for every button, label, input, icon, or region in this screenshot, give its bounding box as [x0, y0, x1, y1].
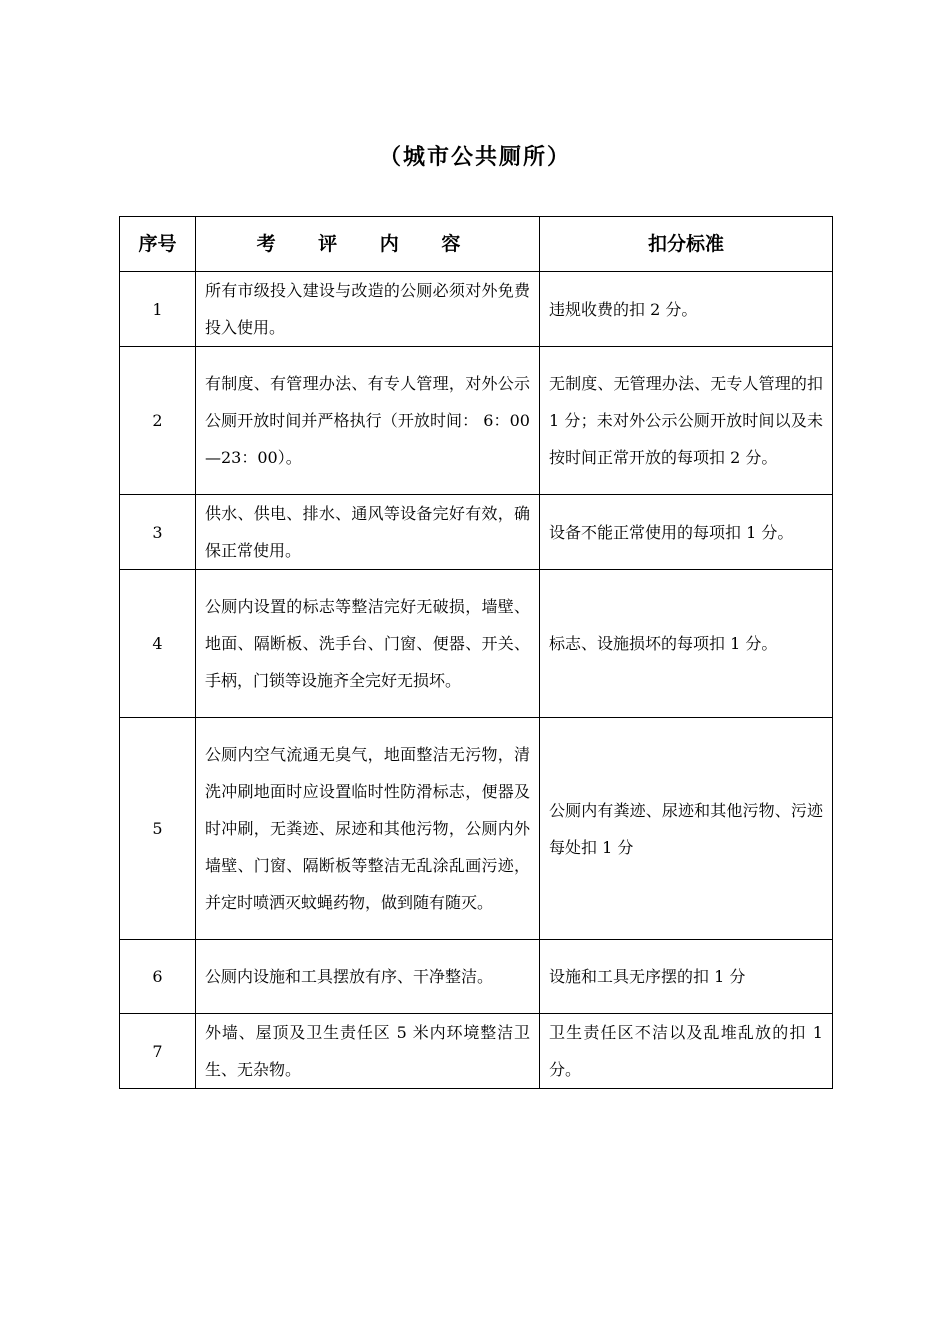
table-row	[120, 718, 833, 940]
row-number: 7	[120, 1014, 196, 1089]
row-standard: 设备不能正常使用的每项扣 1 分。	[540, 495, 833, 570]
row-content: 外墙、屋顶及卫生责任区 5 米内环境整洁卫生、无杂物。	[196, 1014, 540, 1089]
row-standard: 无制度、无管理办法、无专人管理的扣 1 分；未对外公示公厕开放时间以及未按时间正常开放的每项扣 2 分。	[540, 347, 833, 495]
table-row	[120, 1014, 833, 1089]
table-row	[120, 495, 833, 570]
scoring-table	[119, 216, 833, 1089]
header-deduction-standard: 扣分标准	[540, 217, 833, 272]
table-row	[120, 272, 833, 347]
row-standard: 违规收费的扣 2 分。	[540, 272, 833, 347]
header-serial-number: 序号	[120, 217, 196, 272]
row-standard: 公厕内有粪迹、尿迹和其他污物、污迹每处扣 1 分	[540, 718, 833, 940]
row-number: 4	[120, 570, 196, 718]
row-content: 供水、供电、排水、通风等设备完好有效，确保正常使用。	[196, 495, 540, 570]
row-number: 3	[120, 495, 196, 570]
row-content: 有制度、有管理办法、有专人管理，对外公示公厕开放时间并严格执行（开放时间： 6：00—23：00）。	[196, 347, 540, 495]
table-row	[120, 570, 833, 718]
row-content: 公厕内设施和工具摆放有序、干净整洁。	[196, 940, 540, 1014]
row-content: 公厕内空气流通无臭气，地面整洁无污物，清洗冲刷地面时应设置临时性防滑标志，便器及时冲刷，无粪迹、尿迹和其他污物，公厕内外墙壁、门窗、隔断板等整洁无乱涂乱画污迹，并定时喷洒灭蚊蝇药物，做到随有随灭。	[196, 718, 540, 940]
row-standard: 标志、设施损坏的每项扣 1 分。	[540, 570, 833, 718]
row-content: 公厕内设置的标志等整洁完好无破损，墙壁、地面、隔断板、洗手台、门窗、便器、开关、手柄，门锁等设施齐全完好无损坏。	[196, 570, 540, 718]
row-standard: 卫生责任区不洁以及乱堆乱放的扣 1 分。	[540, 1014, 833, 1089]
row-number: 5	[120, 718, 196, 940]
table-row	[120, 940, 833, 1014]
row-standard: 设施和工具无序摆的扣 1 分	[540, 940, 833, 1014]
row-content: 所有市级投入建设与改造的公厕必须对外免费投入使用。	[196, 272, 540, 347]
row-number: 2	[120, 347, 196, 495]
page-title: （城市公共厕所）	[378, 145, 571, 170]
table-row	[120, 347, 833, 495]
table-header-row	[120, 217, 833, 272]
row-number: 6	[120, 940, 196, 1014]
row-number: 1	[120, 272, 196, 347]
header-evaluation-content: 考 评 内 容	[196, 217, 540, 272]
